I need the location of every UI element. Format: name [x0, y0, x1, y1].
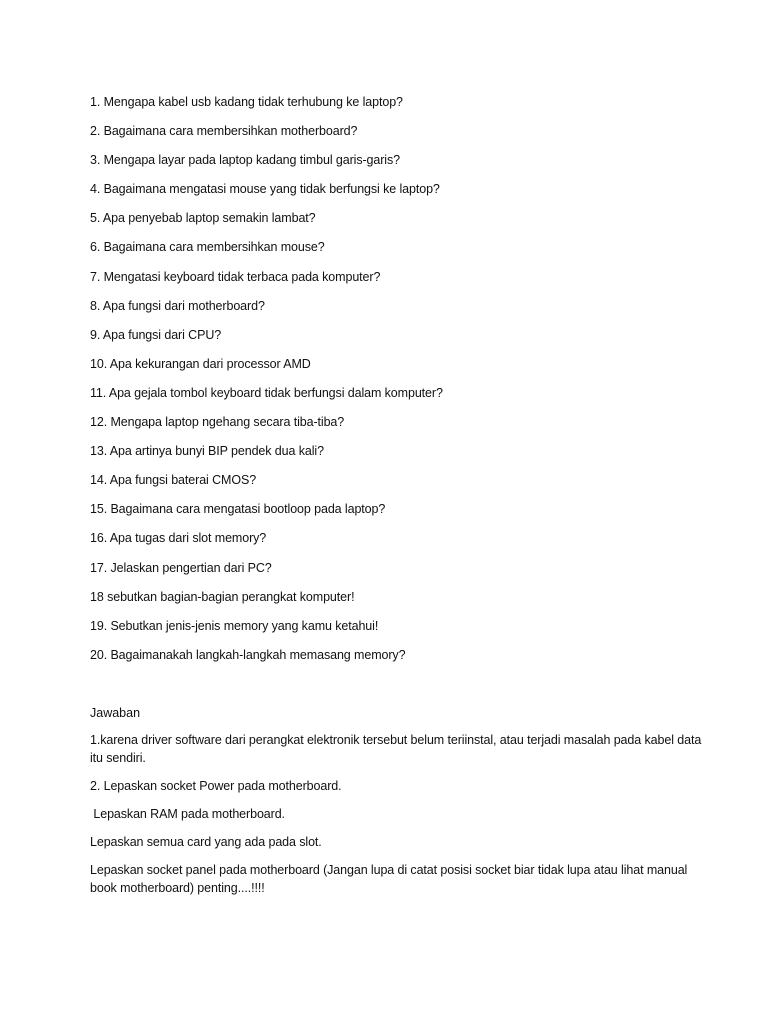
answer-paragraph: 1.karena driver software dari perangkat elektronik tersebut belum teriinstal, atau terjadi masalah pada kabel data itu sendiri.	[90, 733, 702, 765]
question-item: 16. Apa tugas dari slot memory?	[90, 531, 267, 546]
question-item: 10. Apa kekurangan dari processor AMD	[90, 356, 311, 371]
question-item: 19. Sebutkan jenis-jenis memory yang kamu ketahui!	[90, 618, 379, 633]
answer-paragraph: Lepaskan RAM pada motherboard.	[90, 807, 285, 821]
question-item: 14. Apa fungsi baterai CMOS?	[90, 473, 257, 488]
question-item: 6. Bagaimana cara membersihkan mouse?	[90, 240, 325, 255]
question-item: 18 sebutkan bagian-bagian perangkat komputer!	[90, 589, 355, 604]
question-list	[90, 92, 730, 674]
question-item: 7. Mengatasi keyboard tidak terbaca pada komputer?	[90, 269, 381, 284]
question-item: 3. Mengapa layar pada laptop kadang timbul garis-garis?	[90, 153, 400, 168]
question-item: 13. Apa artinya bunyi BIP pendek dua kali?	[90, 444, 324, 459]
question-item: 11. Apa gejala tombol keyboard tidak berfungsi dalam komputer?	[90, 385, 443, 400]
question-item: 8. Apa fungsi dari motherboard?	[90, 298, 265, 313]
question-item: 12. Mengapa laptop ngehang secara tiba-tiba?	[90, 415, 345, 430]
question-item: 17. Jelaskan pengertian dari PC?	[90, 560, 272, 575]
question-item: 5. Apa penyebab laptop semakin lambat?	[90, 211, 316, 226]
answer-paragraph: 2. Lepaskan socket Power pada motherboard.	[90, 779, 342, 793]
question-item: 15. Bagaimana cara mengatasi bootloop pada laptop?	[90, 502, 386, 517]
answer-paragraph: Lepaskan semua card yang ada pada slot.	[90, 835, 322, 849]
question-item: 1. Mengapa kabel usb kadang tidak terhubung ke laptop?	[90, 95, 403, 109]
answer-list	[90, 731, 702, 907]
answers-heading: Jawaban	[90, 706, 141, 720]
question-item: 4. Bagaimana mengatasi mouse yang tidak berfungsi ke laptop?	[90, 182, 440, 197]
question-item: 9. Apa fungsi dari CPU?	[90, 327, 222, 342]
question-item: 20. Bagaimanakah langkah-langkah memasang memory?	[90, 647, 406, 662]
question-item: 2. Bagaimana cara membersihkan motherboard?	[90, 124, 358, 139]
answer-paragraph: Lepaskan socket panel pada motherboard (Jangan lupa di catat posisi socket biar tidak lupa atau lihat manual book motherboard) penting....!!!!	[90, 863, 688, 895]
